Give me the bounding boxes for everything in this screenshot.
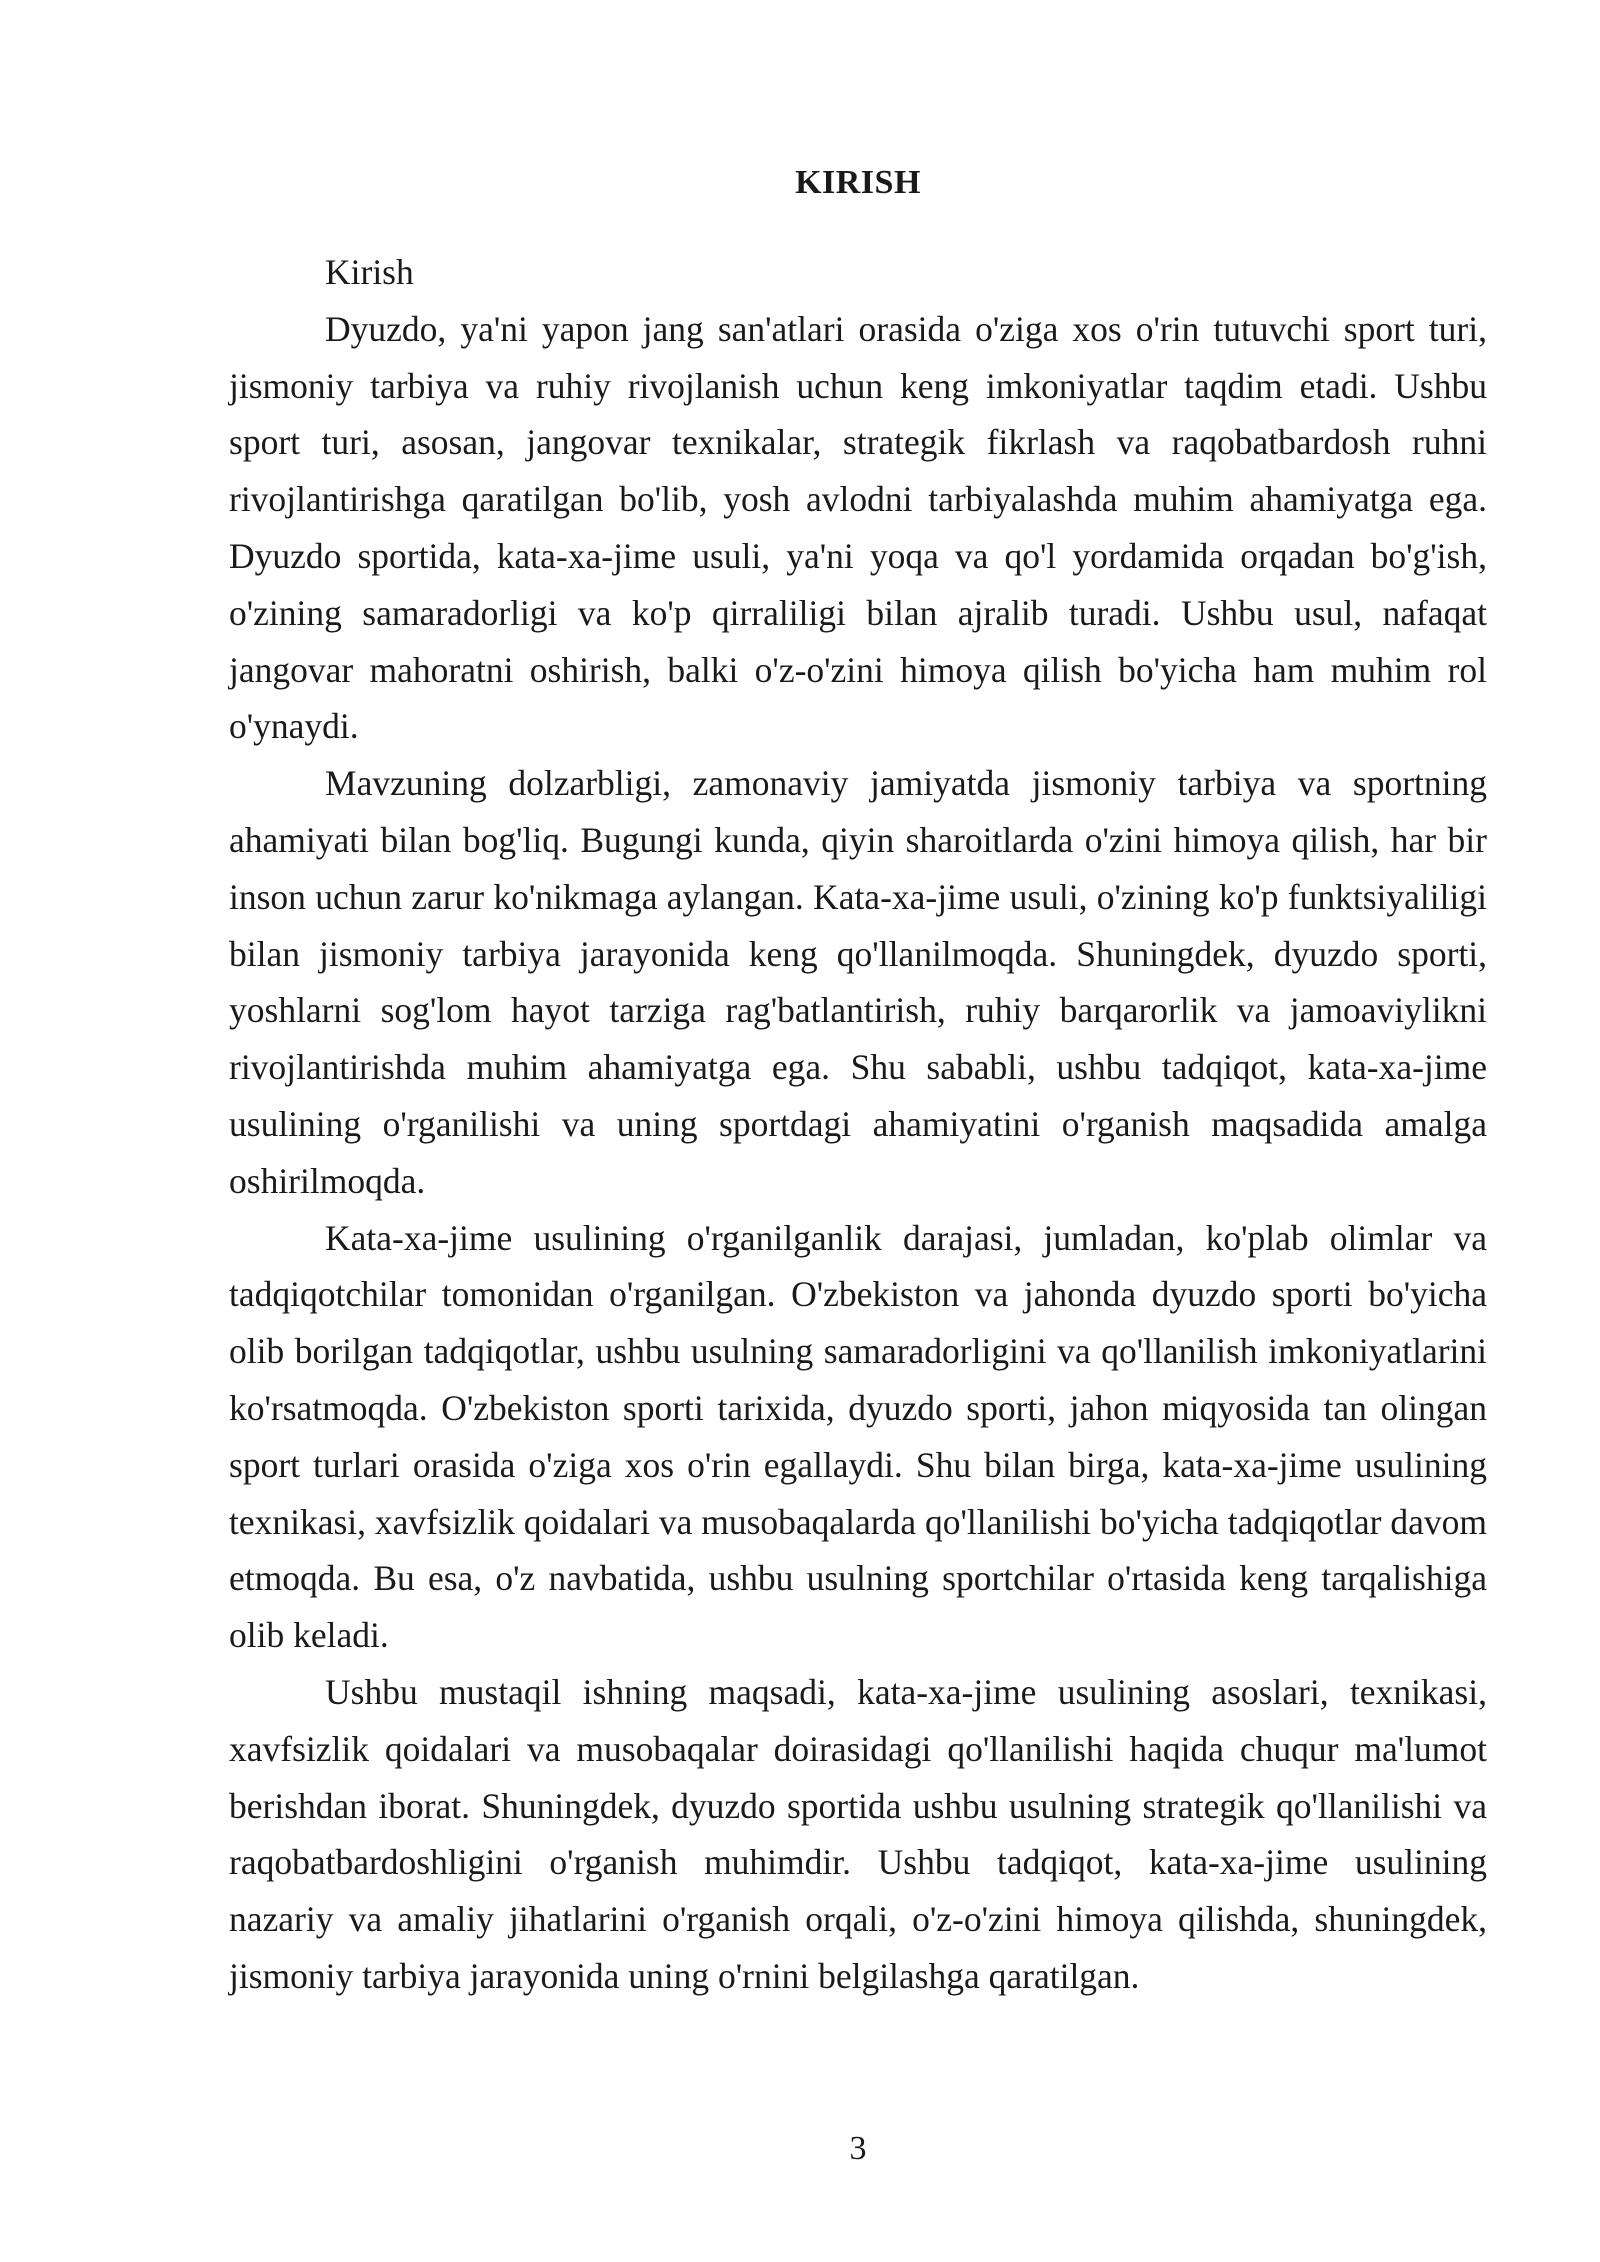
paragraph: Dyuzdo, ya'ni yapon jang san'atlari orasida o'ziga xos o'rin tutuvchi sport turi, jismoniy tarbiya va ruhiy rivojlanish uchun keng imkoniyatlar taqdim etadi. Ushbu sport turi, asosan, jangovar texnikalar, strategik fikrlash va raqobatbardosh ruhni rivojlantirishga qaratilgan bo'lib, yosh avlodni tarbiyalashda muhim ahamiyatga ega. Dyuzdo sportida, kata-xa-jime usuli, ya'ni yoqa va qo'l yordamida orqadan bo'g'ish, o'zining samaradorligi va ko'p qirraliligi bilan ajralib turadi. Ushbu usul, nafaqat jangovar mahoratni oshirish, balki o'z-o'zini himoya qilish bo'yicha ham muhim rol o'ynaydi.: [229, 308, 1487, 747]
body-text: [229, 244, 1487, 2005]
page-title: KIRISH: [795, 164, 921, 201]
paragraph: Mavzuning dolzarbligi, zamonaviy jamiyatda jismoniy tarbiya va sportning ahamiyati bilan bog'liq. Bugungi kunda, qiyin sharoitlarda o'zini himoya qilish, har bir inson uchun zarur ko'nikmaga aylangan. Kata-xa-jime usuli, o'zining ko'p funktsiyaliligi bilan jismoniy tarbiya jarayonida keng qo'llanilmoqda. Shuningdek, dyuzdo sporti, yoshlarni sog'lom hayot tarziga rag'batlantirish, ruhiy barqarorlik va jamoaviylikni rivojlantirishda muhim ahamiyatga ega. Shu sababli, ushbu tadqiqot, kata-xa-jime usulining o'rganilishi va uning sportdagi ahamiyatini o'rganish maqsadida amalga oshirilmoqda.: [229, 763, 1487, 1201]
paragraph-subheading: Kirish: [325, 252, 414, 292]
paragraph: Kata-xa-jime usulining o'rganilganlik darajasi, jumladan, ko'plab olimlar va tadqiqotchilar tomonidan o'rganilgan. O'zbekiston va jahonda dyuzdo sporti bo'yicha olib borilgan tadqiqotlar, ushbu usulning samaradorligini va qo'llanilish imkoniyatlarini ko'rsatmoqda. O'zbekiston sporti tarixida, dyuzdo sporti, jahon miqyosida tan olingan sport turlari orasida o'ziga xos o'rin egallaydi. Shu bilan birga, kata-xa-jime usulining texnikasi, xavfsizlik qoidalari va musobaqalarda qo'llanilishi bo'yicha tadqiqotlar davom etmoqda. Bu esa, o'z navbatida, ushbu usulning sportchilar o'rtasida keng tarqalishiga olib keladi.: [229, 1217, 1487, 1656]
paragraph: Ushbu mustaqil ishning maqsadi, kata-xa-jime usulining asoslari, texnikasi, xavfsizlik qoidalari va musobaqalar doirasidagi qo'llanilishi haqida chuqur ma'lumot berishdan iborat. Shuningdek, dyuzdo sportida ushbu usulning strategik qo'llanilishi va raqobatbardoshligini o'rganish muhimdir. Ushbu tadqiqot, kata-xa-jime usulining nazariy va amaliy jihatlarini o'rganish orqali, o'z-o'zini himoya qilishda, shuningdek, jismoniy tarbiya jarayonida uning o'rnini belgilashga qaratilgan.: [229, 1671, 1487, 1996]
page-number: 3: [849, 2130, 867, 2167]
